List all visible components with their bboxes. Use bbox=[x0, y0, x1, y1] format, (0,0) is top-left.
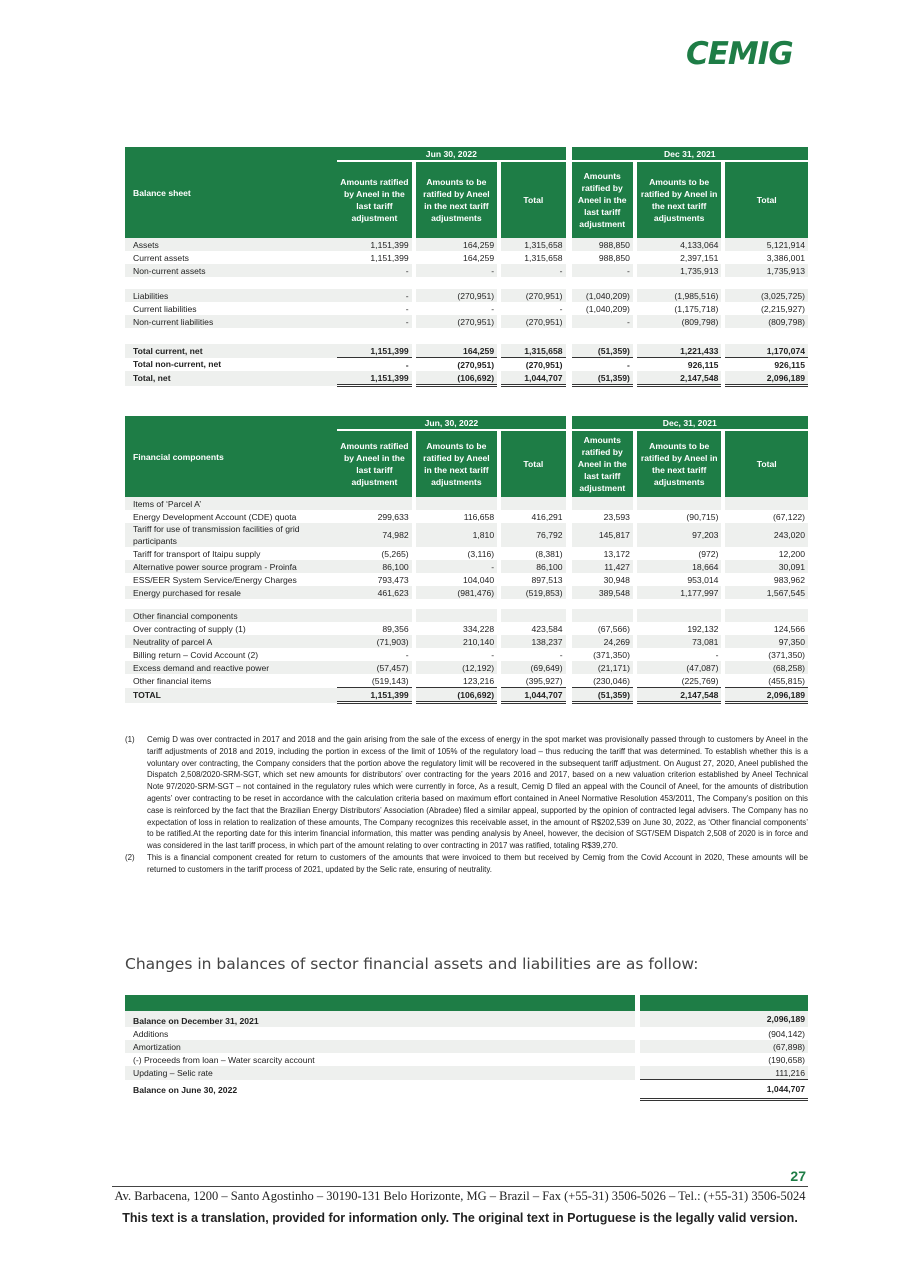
cell-value: (981,476) bbox=[416, 586, 497, 599]
cell-value: (519,853) bbox=[501, 586, 565, 599]
cell-value: (106,692) bbox=[416, 371, 497, 386]
column-header: Total bbox=[501, 161, 565, 238]
cell-value: (225,769) bbox=[637, 674, 721, 688]
cell-value: 1,170,074 bbox=[725, 344, 808, 358]
cell-value: (809,798) bbox=[637, 315, 721, 328]
spacer-row bbox=[125, 328, 808, 344]
table-row bbox=[125, 560, 808, 573]
cell-value: 243,020 bbox=[725, 523, 808, 547]
spacer-row bbox=[125, 277, 808, 289]
row-label: Other financial items bbox=[133, 675, 212, 686]
footnote-text: This is a financial component created for return to customers of the amounts that were invoiced to them but received by Cemig from the Covid Account in 2020, These amounts will be returned to customers in the tariff process of 2021, updated by the Selic rate, ensuring of neutrality. bbox=[147, 852, 808, 874]
empty-cell bbox=[637, 497, 721, 510]
empty-cell bbox=[637, 609, 721, 622]
period-header: Dec, 31, 2021 bbox=[572, 416, 808, 430]
cell-value: 164,259 bbox=[416, 238, 497, 251]
period-header-row bbox=[125, 416, 808, 430]
cell-value: 461,623 bbox=[337, 586, 411, 599]
table-row bbox=[125, 586, 808, 599]
cemig-logo: CEMIG bbox=[686, 36, 793, 72]
row-label: Liabilities bbox=[125, 289, 337, 302]
cell-value: (809,798) bbox=[725, 315, 808, 328]
cell-value: (270,951) bbox=[416, 289, 497, 302]
period-header: Jun 30, 2022 bbox=[337, 147, 565, 161]
empty-cell bbox=[725, 609, 808, 622]
table-row bbox=[125, 648, 808, 661]
column-header: Amounts to be ratified by Aneel in the next tariff adjustments bbox=[416, 161, 497, 238]
empty-cell bbox=[572, 609, 633, 622]
cell-value: (47,087) bbox=[637, 661, 721, 674]
cell-value: 74,982 bbox=[337, 523, 411, 547]
cell-value: 897,513 bbox=[531, 574, 563, 585]
column-header: Amounts ratified by Aneel in the last tariff adjustment bbox=[572, 161, 633, 238]
cell-value: 111,216 bbox=[640, 1066, 808, 1080]
row-label: Billing return – Covid Account (2) bbox=[133, 649, 259, 660]
cell-value: - bbox=[572, 315, 633, 328]
cell-value: - bbox=[572, 264, 633, 277]
table-row bbox=[125, 371, 808, 386]
footer-divider bbox=[112, 1186, 808, 1187]
table-row bbox=[125, 344, 808, 358]
cell-value: - bbox=[405, 359, 409, 370]
footnotes bbox=[125, 734, 808, 876]
cell-value: 3,386,001 bbox=[766, 252, 805, 263]
cell-value: (371,350) bbox=[768, 649, 805, 660]
cell-value: (3,116) bbox=[467, 548, 495, 559]
table-row bbox=[125, 1066, 808, 1080]
column-header: Amounts to be ratified by Aneel in the next tariff adjustments bbox=[637, 430, 721, 497]
table-row bbox=[125, 315, 808, 328]
cell-value: 334,228 bbox=[463, 623, 495, 634]
cell-value: (395,927) bbox=[501, 674, 565, 688]
cell-value: 1,177,997 bbox=[637, 586, 721, 599]
cell-value: (67,122) bbox=[772, 511, 805, 522]
cell-value: (1,175,718) bbox=[674, 303, 719, 314]
empty-cell bbox=[572, 497, 633, 510]
row-label: ESS/EER System Service/Energy Charges bbox=[133, 574, 297, 585]
table-row bbox=[125, 573, 808, 586]
row-label: Energy Development Account (CDE) quota bbox=[133, 511, 297, 522]
changes-table bbox=[125, 995, 808, 1101]
period-header-row bbox=[125, 147, 808, 161]
cell-value: 86,100 bbox=[501, 560, 565, 573]
row-label: Total, net bbox=[125, 371, 337, 386]
cell-value: 988,850 bbox=[572, 238, 633, 251]
empty-cell bbox=[416, 497, 497, 510]
cell-value: - bbox=[627, 359, 630, 370]
cell-value: 1,151,399 bbox=[337, 344, 411, 358]
cell-value: - bbox=[405, 649, 409, 660]
cell-value: 988,850 bbox=[598, 252, 630, 263]
cell-value: (270,951) bbox=[501, 315, 565, 328]
cell-value: (68,258) bbox=[725, 661, 808, 674]
table-row bbox=[125, 688, 808, 703]
table-row bbox=[125, 523, 808, 547]
cell-value: 18,664 bbox=[637, 560, 721, 573]
footnote-marker: (1) bbox=[125, 735, 135, 744]
row-label-header: Balance sheet bbox=[125, 147, 337, 238]
cell-value: 1,315,658 bbox=[501, 344, 565, 358]
cell-value: 116,658 bbox=[463, 511, 495, 522]
cell-value: 210,140 bbox=[416, 635, 497, 648]
cell-value: 5,121,914 bbox=[725, 238, 808, 251]
empty-cell bbox=[725, 497, 808, 510]
cell-value: 104,040 bbox=[463, 574, 495, 585]
section-label: Items of ‘Parcel A’ bbox=[125, 497, 337, 510]
cell-value: - bbox=[337, 315, 411, 328]
cell-value: 1,044,707 bbox=[640, 1080, 808, 1100]
cell-value: 24,269 bbox=[572, 635, 633, 648]
table-row bbox=[125, 510, 808, 523]
cell-value: 2,147,548 bbox=[637, 371, 721, 386]
cell-value: 164,259 bbox=[416, 344, 497, 358]
cell-value: (12,192) bbox=[416, 661, 497, 674]
cell-value: 1,151,399 bbox=[337, 688, 411, 703]
cell-value: - bbox=[416, 560, 497, 573]
cell-value: - bbox=[416, 264, 497, 277]
column-header: Total bbox=[725, 161, 808, 238]
table-row bbox=[125, 358, 808, 372]
row-label: Neutrality of parcel A bbox=[125, 635, 337, 648]
row-label: Current liabilities bbox=[133, 303, 197, 314]
cell-value: (3,025,725) bbox=[725, 289, 808, 302]
cell-value: (8,381) bbox=[535, 548, 563, 559]
cell-value: 1,735,913 bbox=[725, 264, 808, 277]
table-row bbox=[125, 1080, 808, 1100]
footnote-text: Cemig D was over contracted in 2017 and 2018 and the gain arising from the sale of the excess of energy in the spot market was provisionally passed through to customers by Aneel in the tariff adjustments of 2018 and 2019, including the portion in excess of the limit of 105% of the regulatory load – thus reducing the tariff that was determined. To establish whether this is a voluntary over contracting, the Company considers that the portion above the regulatory limit will be recovered in the subsequent tariff adjustment. On August 27, 2020, Aneel published the Dispatch 2,508/2020-SRM-SGT, which set new amounts for distributors’ over contracting for the years 2016 and 2017, based on a new valuation criterion established by Aneel Technical Note 97/2020-SRM-SGT – not contained in the regulatory rules which were currently in force, As a result, Cemig D filed an appeal with the Council of Aneel, for the amounts of distribution agents’ over contracting to be reset in accordance with the calculation criteria based on maximum effort contained in Aneel Normative Resolution 453/2011, The Company’s position on this case is reinforced by the fact that the Brazilian Energy Distributors’ Association (Abradee) filed a similar appeal, supported by the opinion of contracted legal advisers. The Company has no expectation of loss in relation to realization of these amounts, The Company recognizes this receivable asset, in the amount of R$202,539 on June 30, 2022, as ‘Other financial components’ to be ratified.At the reporting date for this interim financial information, this matter was pending analysis by Aneel, however, the decision of SGT/SEM Dispatch 2,508 of 2020 is in force and was considered in the last tariff process, in which part of the amount relating to over contracting in 2017 was ratified, totaling R$39,270. bbox=[147, 735, 808, 851]
cell-value: (90,715) bbox=[686, 511, 719, 522]
cell-value: 983,962 bbox=[773, 574, 805, 585]
row-label: Assets bbox=[125, 238, 337, 251]
cell-value: 1,221,433 bbox=[637, 344, 721, 358]
cell-value: 1,315,658 bbox=[501, 238, 565, 251]
cell-value: 4,133,064 bbox=[637, 238, 721, 251]
table-row bbox=[125, 251, 808, 264]
cell-value: (106,692) bbox=[416, 688, 497, 703]
cell-value: (519,143) bbox=[337, 674, 411, 688]
row-label-header: Financial components bbox=[125, 416, 337, 497]
empty-cell bbox=[416, 609, 497, 622]
cell-value: (190,658) bbox=[768, 1054, 805, 1065]
cell-value: - bbox=[501, 264, 565, 277]
cell-value: (1,040,209) bbox=[572, 289, 633, 302]
cell-value: 2,096,189 bbox=[725, 688, 808, 703]
row-label: Non-current assets bbox=[125, 264, 337, 277]
row-label: Tariff for use of transmission facilities of grid participants bbox=[125, 523, 337, 547]
row-label: Updating – Selic rate bbox=[125, 1066, 635, 1080]
cell-value: 97,203 bbox=[637, 523, 721, 547]
empty-cell bbox=[337, 497, 411, 510]
cell-value: 2,096,189 bbox=[640, 1011, 808, 1027]
column-header: Amounts ratified by Aneel in the last tariff adjustment bbox=[337, 161, 411, 238]
table-row bbox=[125, 661, 808, 674]
column-header: Total bbox=[725, 430, 808, 497]
financial-components-table bbox=[125, 416, 808, 704]
cell-value: 793,473 bbox=[377, 574, 409, 585]
cell-value: - bbox=[491, 649, 495, 660]
cell-value: (1,985,516) bbox=[637, 289, 721, 302]
cell-value: 2,096,189 bbox=[725, 371, 808, 386]
cell-value: 164,259 bbox=[463, 252, 495, 263]
cell-value: 926,115 bbox=[774, 359, 805, 370]
table-row bbox=[125, 264, 808, 277]
row-label: TOTAL bbox=[125, 688, 337, 703]
column-header: Amounts ratified by Aneel in the last tariff adjustment bbox=[572, 430, 633, 497]
row-label: Total non-current, net bbox=[133, 359, 222, 370]
section-row bbox=[125, 609, 808, 622]
row-label: Alternative power source program - Proinfa bbox=[125, 560, 337, 573]
table-row bbox=[125, 635, 808, 648]
translation-disclaimer: This text is a translation, provided for information only. The original text in Portuguese is the legally valid version. bbox=[122, 1211, 798, 1225]
cell-value: (270,951) bbox=[525, 359, 563, 370]
cell-value: 299,633 bbox=[377, 511, 409, 522]
column-header: Amounts to be ratified by Aneel in the next tariff adjustments bbox=[416, 430, 497, 497]
cell-value: 138,237 bbox=[501, 635, 565, 648]
cell-value: (69,649) bbox=[501, 661, 565, 674]
cell-value: 389,548 bbox=[572, 586, 633, 599]
cell-value: 23,593 bbox=[603, 511, 630, 522]
cell-value: 2,397,151 bbox=[680, 252, 719, 263]
table-row bbox=[125, 238, 808, 251]
cell-value: (455,815) bbox=[725, 674, 808, 688]
cell-value: (904,142) bbox=[768, 1028, 805, 1039]
cell-value: 13,172 bbox=[603, 548, 630, 559]
row-label: Excess demand and reactive power bbox=[125, 661, 337, 674]
table-row bbox=[125, 547, 808, 560]
footer-address: Av. Barbacena, 1200 – Santo Agostinho – 30190-131 Belo Horizonte, MG – Brazil – Fax (+55-31) 3506-5026 – Tel.: (+55-31) 3506-5024 bbox=[114, 1189, 806, 1203]
spacer-row bbox=[125, 599, 808, 609]
cell-value: - bbox=[337, 264, 411, 277]
cell-value: 76,792 bbox=[501, 523, 565, 547]
table-row bbox=[125, 622, 808, 635]
footnote-1 bbox=[125, 734, 808, 852]
cell-value: (371,350) bbox=[593, 649, 630, 660]
cell-value: 1,810 bbox=[416, 523, 497, 547]
row-label: Balance on June 30, 2022 bbox=[133, 1084, 238, 1095]
cell-value: 2,147,548 bbox=[637, 688, 721, 703]
row-label: Non-current liabilities bbox=[125, 315, 337, 328]
spacer bbox=[125, 328, 808, 344]
cell-value: (5,265) bbox=[381, 548, 409, 559]
empty-cell bbox=[501, 497, 565, 510]
cell-value: (270,951) bbox=[416, 315, 497, 328]
cell-value: 1,044,707 bbox=[501, 688, 565, 703]
column-header: Amounts to be ratified by Aneel in the next tariff adjustments bbox=[637, 161, 721, 238]
row-label: Over contracting of supply (1) bbox=[133, 623, 246, 634]
cell-value: 73,081 bbox=[637, 635, 721, 648]
cell-value: 926,115 bbox=[687, 359, 719, 370]
table-row bbox=[125, 674, 808, 688]
cell-value: (51,359) bbox=[572, 344, 633, 358]
balance-sheet-table bbox=[125, 147, 808, 387]
section-label: Other financial components bbox=[125, 609, 337, 622]
cell-value: (972) bbox=[698, 548, 719, 559]
cell-value: 192,132 bbox=[687, 623, 719, 634]
cell-value: (71,903) bbox=[337, 635, 411, 648]
cell-value: (67,566) bbox=[597, 623, 630, 634]
row-label: (-) Proceeds from loan – Water scarcity account bbox=[133, 1054, 315, 1065]
cell-value: - bbox=[715, 649, 719, 660]
cell-value: - bbox=[491, 303, 495, 314]
cell-value: 30,091 bbox=[725, 560, 808, 573]
cell-value: - bbox=[405, 303, 409, 314]
footnote-marker: (2) bbox=[125, 852, 135, 862]
cell-value: 416,291 bbox=[531, 511, 563, 522]
column-header: Amounts ratified by Aneel in the last tariff adjustment bbox=[337, 430, 411, 497]
table-row bbox=[125, 1040, 808, 1053]
cell-value: 11,427 bbox=[572, 560, 633, 573]
cell-value: 12,200 bbox=[778, 548, 805, 559]
table-row bbox=[125, 1027, 808, 1040]
cell-value: (51,359) bbox=[572, 371, 633, 386]
spacer bbox=[125, 277, 808, 289]
page-number: 27 bbox=[790, 1168, 806, 1184]
cell-value: (67,898) bbox=[640, 1040, 808, 1053]
table-row bbox=[125, 1053, 808, 1066]
cell-value: (2,215,927) bbox=[761, 303, 805, 314]
table-row bbox=[125, 289, 808, 302]
cell-value: 1,567,545 bbox=[725, 586, 808, 599]
cell-value: (51,359) bbox=[572, 688, 633, 703]
table-row bbox=[125, 302, 808, 315]
column-header: Total bbox=[501, 430, 565, 497]
row-label: Energy purchased for resale bbox=[125, 586, 337, 599]
cell-value: - bbox=[337, 289, 411, 302]
cell-value: 423,584 bbox=[531, 623, 563, 634]
section-row bbox=[125, 497, 808, 510]
cell-value: 86,100 bbox=[337, 560, 411, 573]
period-header: Dec 31, 2021 bbox=[572, 147, 808, 161]
cell-value: (230,046) bbox=[572, 674, 633, 688]
cell-value: 145,817 bbox=[572, 523, 633, 547]
cell-value: 1,151,399 bbox=[337, 371, 411, 386]
cell-value: 1,151,399 bbox=[370, 252, 409, 263]
cell-value: 1,735,913 bbox=[637, 264, 721, 277]
cell-value: 89,356 bbox=[382, 623, 409, 634]
row-label: Total current, net bbox=[125, 344, 337, 358]
row-label: Amortization bbox=[125, 1040, 635, 1053]
cell-value: 1,315,658 bbox=[524, 252, 563, 263]
cell-value: 953,014 bbox=[687, 574, 719, 585]
cell-value: (1,040,209) bbox=[585, 303, 630, 314]
cell-value: (21,171) bbox=[572, 661, 633, 674]
cell-value: (270,951) bbox=[501, 289, 565, 302]
cell-value: (57,457) bbox=[337, 661, 411, 674]
period-header: Jun, 30, 2022 bbox=[337, 416, 565, 430]
empty-cell bbox=[337, 609, 411, 622]
changes-heading: Changes in balances of sector financial assets and liabilities are as follow: bbox=[125, 955, 699, 973]
cell-value: - bbox=[559, 303, 563, 314]
cell-value: 123,216 bbox=[416, 674, 497, 688]
row-label: Balance on December 31, 2021 bbox=[125, 1011, 635, 1027]
row-label: Additions bbox=[133, 1028, 169, 1039]
empty-cell bbox=[501, 609, 565, 622]
table-row bbox=[125, 1011, 808, 1027]
cell-value: 124,566 bbox=[773, 623, 805, 634]
spacer bbox=[125, 599, 808, 609]
cell-value: 1,044,707 bbox=[501, 371, 565, 386]
cell-value: 1,151,399 bbox=[337, 238, 411, 251]
cell-value: (270,951) bbox=[457, 359, 495, 370]
row-label: Tariff for transport of Itaipu supply bbox=[133, 548, 261, 559]
footnote-2 bbox=[125, 852, 808, 876]
row-label: Current assets bbox=[133, 252, 189, 263]
cell-value: - bbox=[559, 649, 563, 660]
cell-value: 30,948 bbox=[603, 574, 630, 585]
cell-value: 97,350 bbox=[725, 635, 808, 648]
